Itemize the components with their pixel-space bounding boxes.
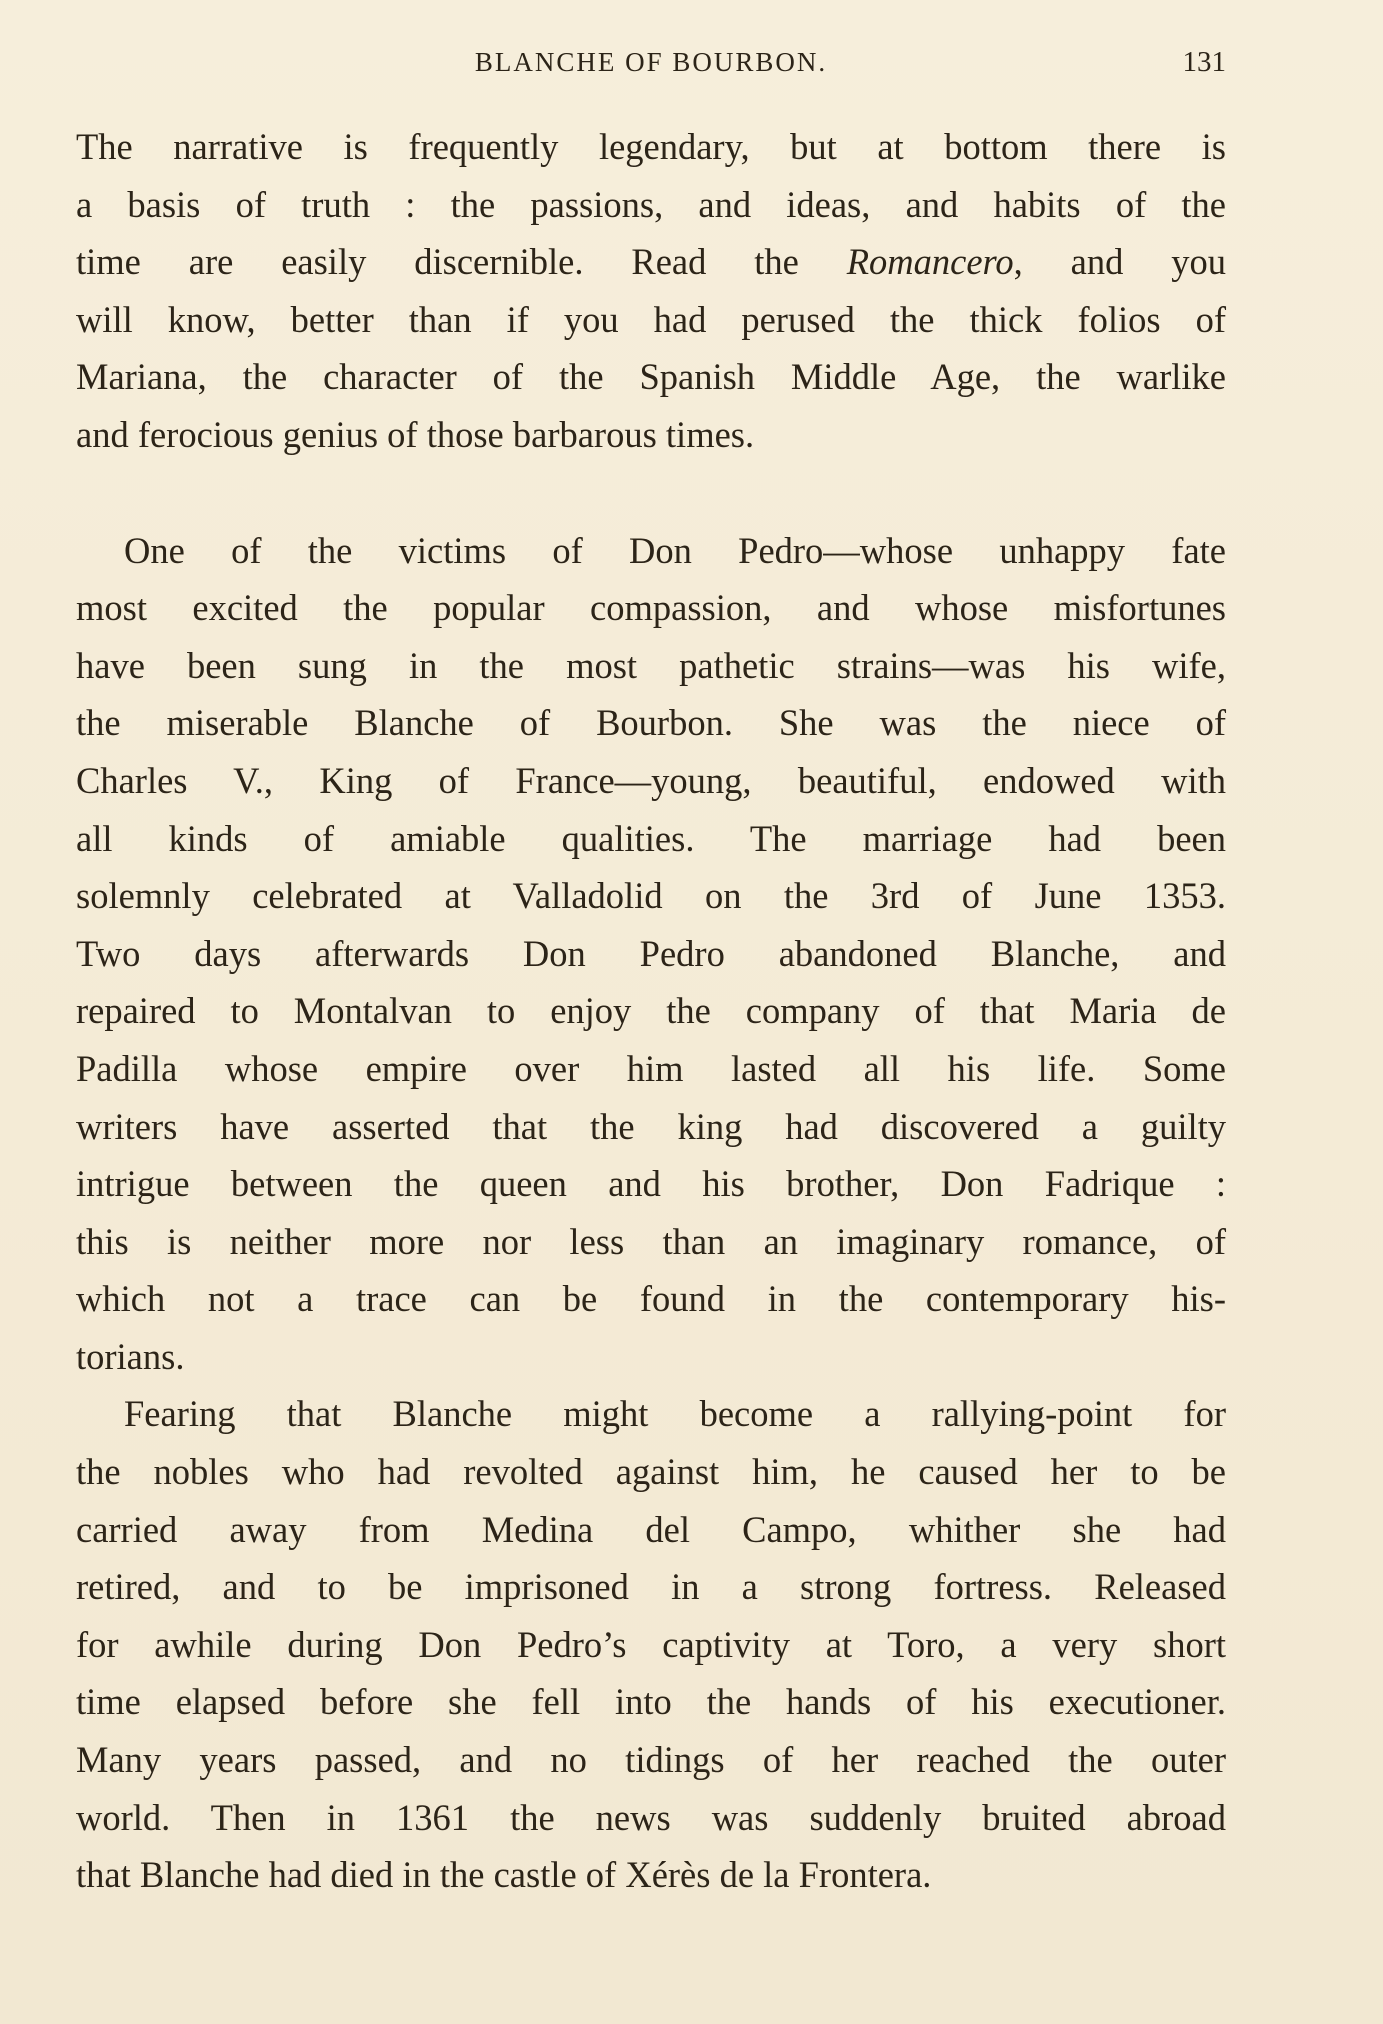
text-line: Many years passed, and no tidings of her reached the outer <box>76 1739 1226 1781</box>
text-line: have been sung in the most pathetic strains—was his wife, <box>76 644 1226 686</box>
text-line: One of the victims of Don Pedro—whose unhappy fate <box>124 529 1226 571</box>
text-line: most excited the popular compassion, and whose misfortunes <box>76 587 1226 629</box>
text-line: The narrative is frequently legendary, but at bottom there is <box>76 126 1226 167</box>
text-line: world. Then in 1361 the news was suddenly bruited abroad <box>76 1796 1226 1838</box>
text-line: this is neither more nor less than an imaginary romance, of <box>76 1220 1226 1262</box>
page-number: 131 <box>1182 46 1226 78</box>
italic-title-romancero: Romancero <box>846 241 1014 283</box>
text-line <box>76 233 1226 291</box>
text-line: time elapsed before she fell into the hands of his executioner. <box>76 1681 1226 1723</box>
text-segment: time are easily discernible. Read the <box>76 241 847 283</box>
text-line: a basis of truth : the passions, and ideas, and habits of the <box>76 183 1226 225</box>
text-line: repaired to Montalvan to enjoy the company of that Maria de <box>76 990 1226 1032</box>
text-line: Charles V., King of France—young, beautiful, endowed with <box>76 759 1226 801</box>
text-line: for awhile during Don Pedro’s captivity at Toro, a very short <box>76 1623 1226 1665</box>
text-line: Two days afterwards Don Pedro abandoned Blanche, and <box>76 932 1226 974</box>
paragraph-gap <box>76 464 1226 522</box>
paragraph-2 <box>76 522 1226 1386</box>
text-line: intrigue between the queen and his brother, Don Fadrique : <box>76 1163 1226 1205</box>
text-line: writers have asserted that the king had discovered a guilty <box>76 1105 1226 1147</box>
paragraph-3 <box>76 1385 1226 1903</box>
text-line: all kinds of amiable qualities. The marriage had been <box>76 817 1226 859</box>
text-line: the miserable Blanche of Bourbon. She was the niece of <box>76 702 1226 744</box>
paragraph-1 <box>76 118 1226 464</box>
text-line: that Blanche had died in the castle of Xérès de la Frontera. <box>76 1854 932 1896</box>
text-line: Mariana, the character of the Spanish Middle Age, the warlike <box>76 356 1226 398</box>
text-line: the nobles who had revolted against him, he caused her to be <box>76 1451 1226 1493</box>
running-head <box>76 42 1226 82</box>
text-line: and ferocious genius of those barbarous times. <box>76 413 755 455</box>
text-line: carried away from Medina del Campo, whither she had <box>76 1508 1226 1550</box>
running-title: BLANCHE OF BOURBON. <box>474 47 828 77</box>
text-line: solemnly celebrated at Valladolid on the 3rd of June 1353. <box>76 875 1226 917</box>
body-text <box>76 118 1226 1904</box>
text-line: retired, and to be imprisoned in a strong fortress. Released <box>76 1566 1226 1608</box>
text-segment: , and you <box>1013 241 1226 283</box>
text-line: will know, better than if you had perused the thick folios of <box>76 298 1226 340</box>
text-line: Fearing that Blanche might become a rallying-point for <box>124 1393 1226 1435</box>
text-line: which not a trace can be found in the contemporary his- <box>76 1278 1226 1320</box>
text-line: torians. <box>76 1335 185 1377</box>
text-line: Padilla whose empire over him lasted all his life. Some <box>76 1047 1226 1089</box>
